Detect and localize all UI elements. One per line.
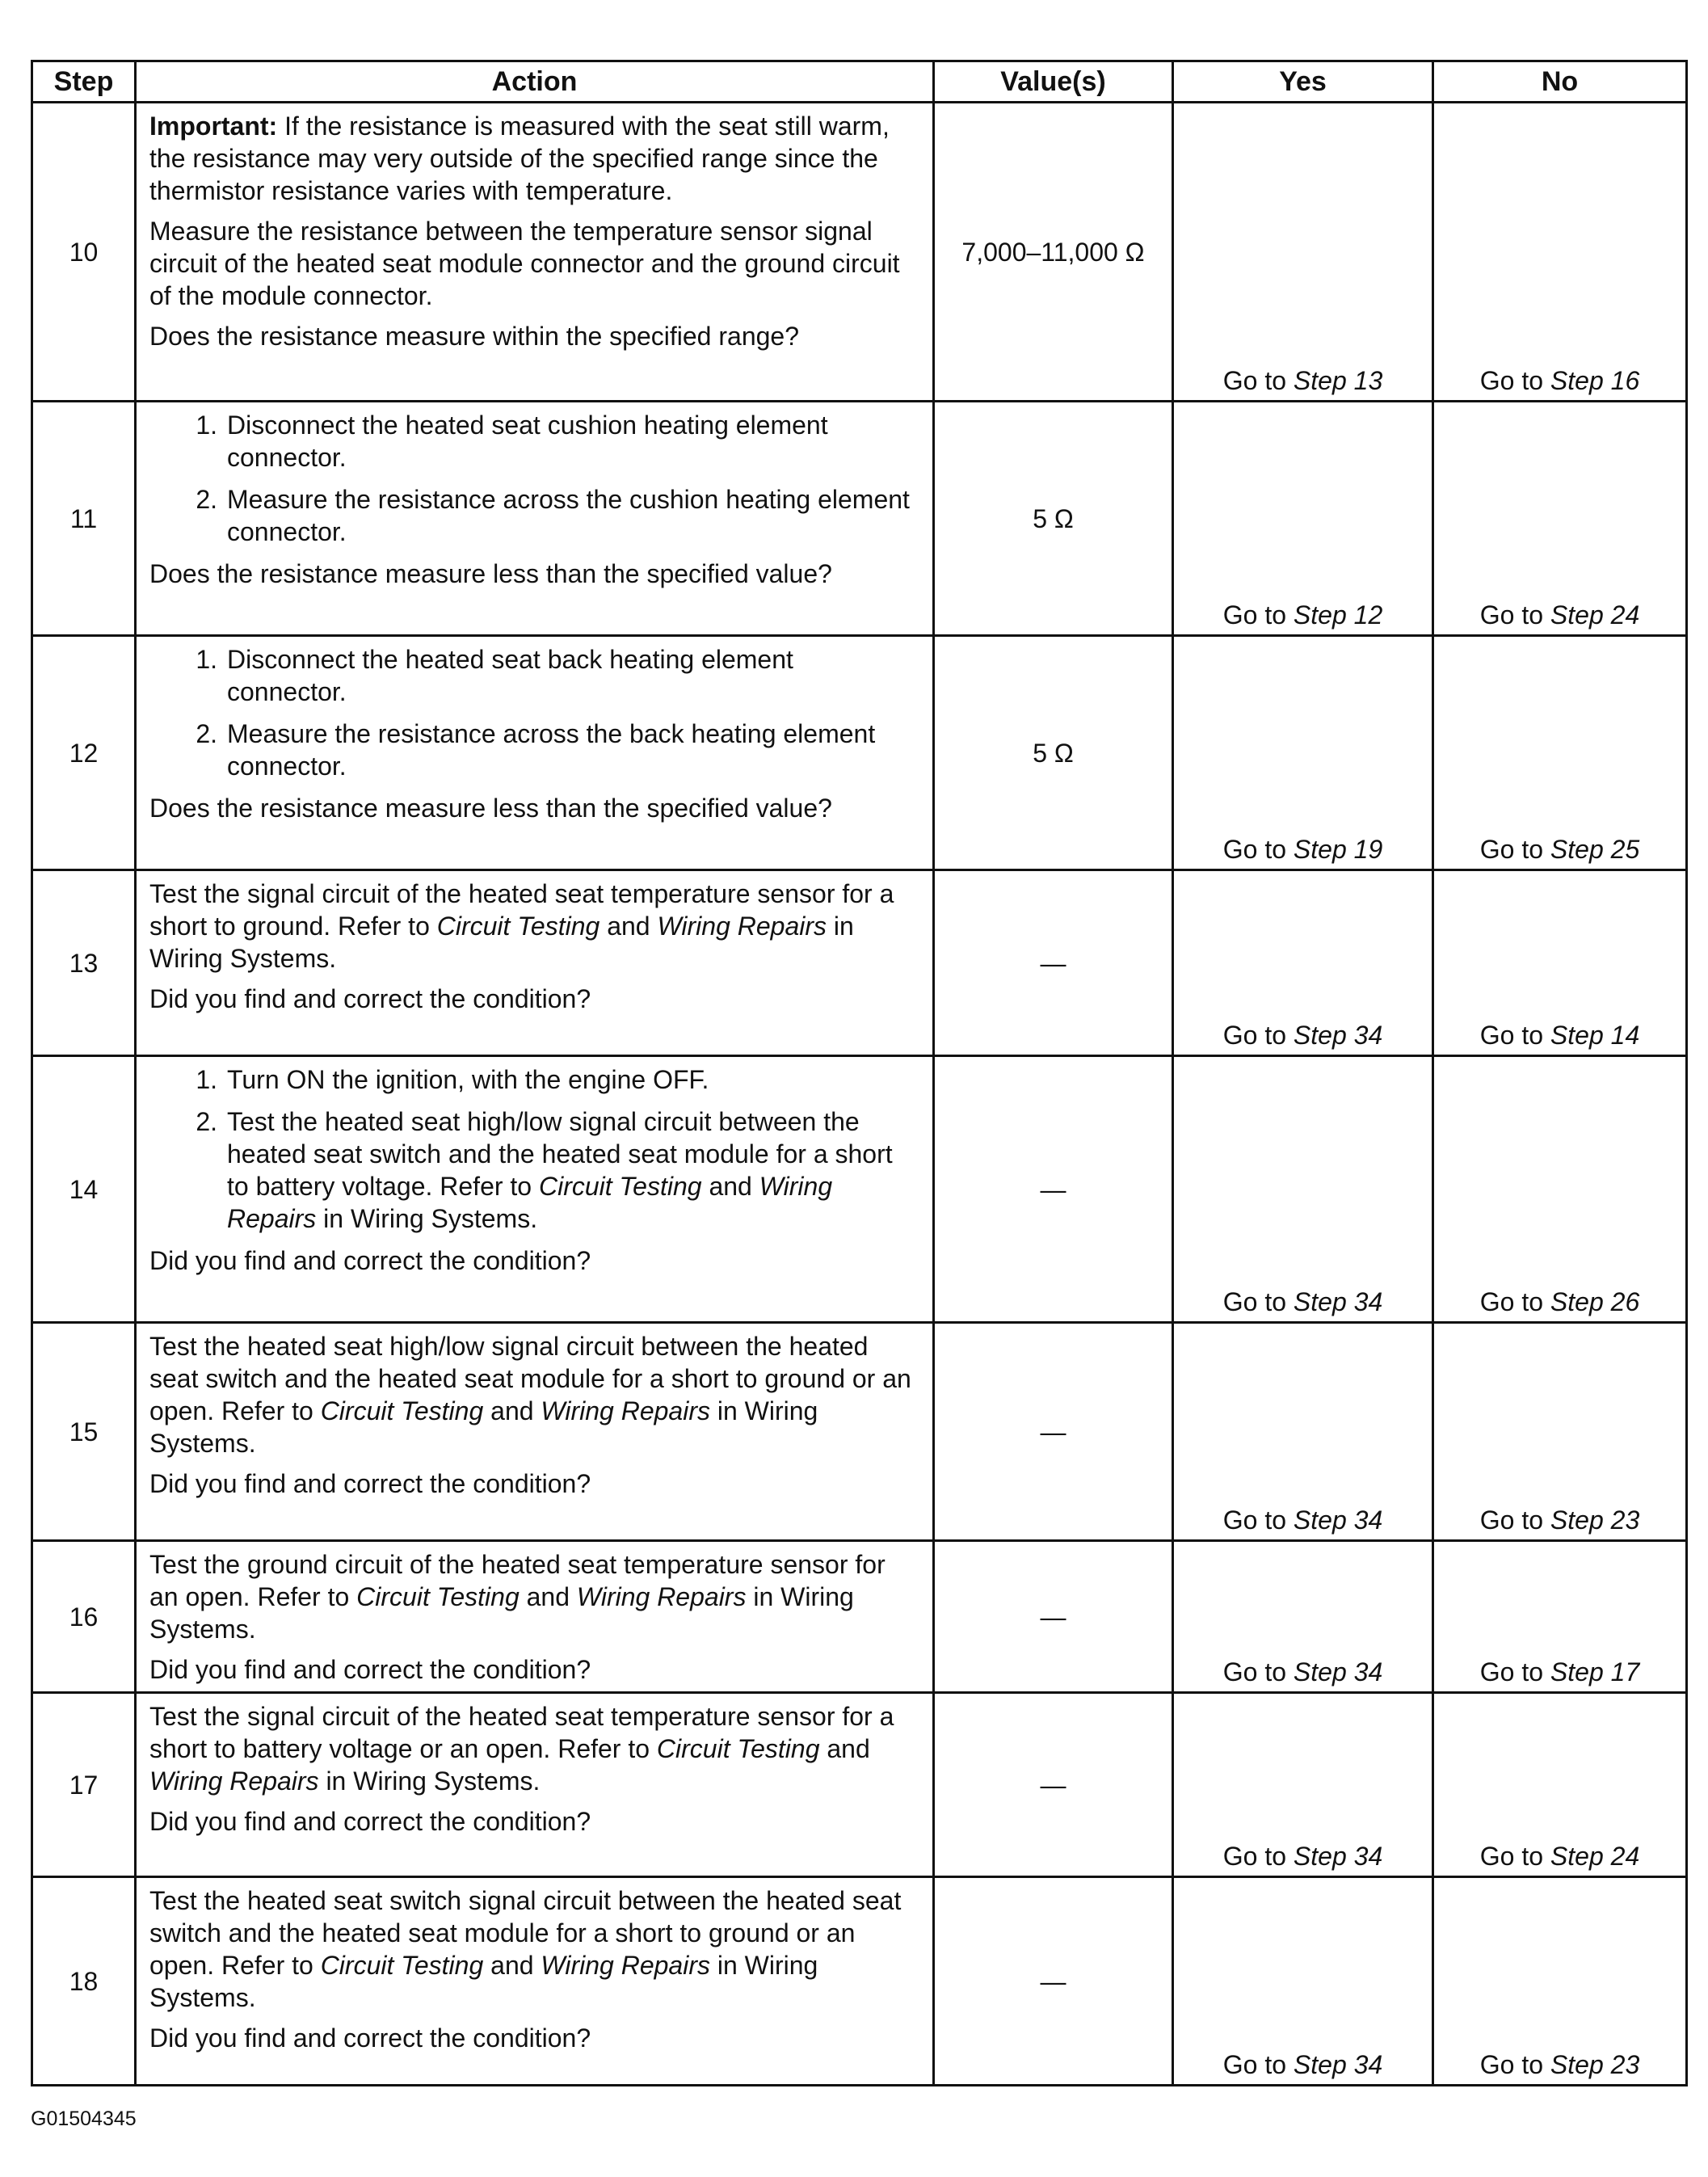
action-paragraph bbox=[149, 1244, 919, 1277]
action-cell bbox=[136, 1541, 934, 1693]
action-text: Measure the resistance between the temperature sensor signal circuit of the heated seat module connector and the ground circuit of the module connector. bbox=[149, 217, 900, 310]
reference-link-text: Wiring Repairs bbox=[541, 1396, 710, 1425]
action-text: and bbox=[599, 912, 658, 941]
item-number: 2. bbox=[196, 1107, 217, 1136]
action-text: Did you find and correct the condition? bbox=[149, 1807, 591, 1836]
action-paragraph bbox=[149, 878, 919, 975]
no-cell bbox=[1433, 402, 1687, 636]
no-cell bbox=[1433, 1541, 1687, 1693]
header-values: Value(s) bbox=[934, 61, 1173, 103]
action-text: in Wiring Systems. bbox=[149, 1582, 854, 1644]
table-row bbox=[32, 103, 1687, 402]
action-text: in Wiring Systems. bbox=[149, 1396, 818, 1458]
action-cell bbox=[136, 1056, 934, 1323]
goto-prefix: Go to bbox=[1479, 1021, 1550, 1050]
step-number: 12 bbox=[32, 636, 136, 870]
action-text: and bbox=[483, 1396, 541, 1425]
value-cell: — bbox=[934, 1541, 1173, 1693]
step-link[interactable]: Step 23 bbox=[1550, 1505, 1640, 1535]
item-text bbox=[227, 483, 919, 548]
action-text: Test the heated seat switch signal circuit between the heated seat switch and the heated seat module for a short to ground or an open. Refer to bbox=[149, 1886, 902, 1980]
action-cell bbox=[136, 870, 934, 1056]
no-cell bbox=[1433, 1693, 1687, 1877]
action-paragraph bbox=[149, 558, 919, 590]
reference-link-text: Circuit Testing bbox=[320, 1951, 484, 1980]
action-cell bbox=[136, 402, 934, 636]
table-row bbox=[32, 1056, 1687, 1323]
table-header-row bbox=[32, 61, 1687, 103]
step-link[interactable]: Step 34 bbox=[1293, 2050, 1383, 2079]
action-text: in Wiring Systems. bbox=[149, 912, 854, 973]
yes-cell bbox=[1173, 103, 1433, 402]
yes-cell bbox=[1173, 1877, 1433, 2086]
step-link[interactable]: Step 24 bbox=[1550, 600, 1640, 630]
action-cell bbox=[136, 1693, 934, 1877]
action-cell bbox=[136, 103, 934, 402]
reference-link-text: Circuit Testing bbox=[656, 1734, 820, 1763]
action-text: Does the resistance measure less than the specified value? bbox=[149, 794, 832, 823]
action-text: Test the signal circuit of the heated seat temperature sensor for a short to ground. Refer to bbox=[149, 879, 894, 941]
reference-link-text: Circuit Testing bbox=[436, 912, 600, 941]
reference-link-text: Circuit Testing bbox=[320, 1396, 484, 1425]
header-step: Step bbox=[32, 61, 136, 103]
goto-prefix: Go to bbox=[1479, 1842, 1550, 1871]
numbered-item bbox=[149, 1063, 919, 1096]
step-number: 13 bbox=[32, 870, 136, 1056]
goto-prefix: Go to bbox=[1479, 600, 1550, 630]
action-text: Did you find and correct the condition? bbox=[149, 1246, 591, 1275]
action-text: and bbox=[519, 1582, 577, 1611]
step-number: 11 bbox=[32, 402, 136, 636]
step-link[interactable]: Step 14 bbox=[1550, 1021, 1640, 1050]
step-link[interactable]: Step 19 bbox=[1293, 835, 1383, 864]
numbered-item bbox=[149, 718, 919, 782]
table-row bbox=[32, 1693, 1687, 1877]
step-link[interactable]: Step 12 bbox=[1293, 600, 1383, 630]
no-cell bbox=[1433, 1877, 1687, 2086]
yes-cell bbox=[1173, 1056, 1433, 1323]
table-row bbox=[32, 636, 1687, 870]
step-link[interactable]: Step 34 bbox=[1293, 1842, 1383, 1871]
action-paragraph bbox=[149, 215, 919, 312]
table-row bbox=[32, 1323, 1687, 1541]
action-text: Test the ground circuit of the heated seat temperature sensor for an open. Refer to bbox=[149, 1550, 886, 1611]
goto-prefix: Go to bbox=[1222, 600, 1294, 630]
reference-link-text: Circuit Testing bbox=[538, 1172, 702, 1201]
step-link[interactable]: Step 34 bbox=[1293, 1021, 1383, 1050]
no-cell bbox=[1433, 103, 1687, 402]
numbered-item bbox=[149, 409, 919, 474]
action-text: Test the heated seat high/low signal circuit between the heated seat switch and the heated seat module for a short to ground or an open. Refer to bbox=[149, 1332, 911, 1425]
goto-prefix: Go to bbox=[1222, 1842, 1294, 1871]
goto-prefix: Go to bbox=[1479, 366, 1550, 395]
goto-prefix: Go to bbox=[1479, 2050, 1550, 2079]
action-text: If the resistance is measured with the seat still warm, the resistance may very outside of the specified range since the thermistor resistance varies with temperature. bbox=[149, 112, 890, 205]
numbered-item bbox=[149, 483, 919, 548]
action-paragraph bbox=[149, 1548, 919, 1645]
action-text: Disconnect the heated seat back heating element connector. bbox=[227, 645, 793, 706]
important-label: Important: bbox=[149, 112, 285, 141]
item-number: 1. bbox=[196, 1065, 217, 1094]
action-text: in Wiring Systems. bbox=[149, 1951, 818, 2012]
action-text: Does the resistance measure within the specified range? bbox=[149, 322, 799, 351]
action-text: Test the heated seat high/low signal circuit between the heated seat switch and the heated seat module for a short to battery voltage. Refer to bbox=[227, 1107, 893, 1201]
step-link[interactable]: Step 34 bbox=[1293, 1505, 1383, 1535]
action-text: Did you find and correct the condition? bbox=[149, 2023, 591, 2053]
goto-prefix: Go to bbox=[1222, 1505, 1294, 1535]
action-cell bbox=[136, 1323, 934, 1541]
goto-prefix: Go to bbox=[1479, 1657, 1550, 1686]
table-row bbox=[32, 1541, 1687, 1693]
step-number: 10 bbox=[32, 103, 136, 402]
no-cell bbox=[1433, 636, 1687, 870]
goto-prefix: Go to bbox=[1479, 1287, 1550, 1316]
no-cell bbox=[1433, 1323, 1687, 1541]
goto-prefix: Go to bbox=[1222, 1657, 1294, 1686]
step-link[interactable]: Step 23 bbox=[1550, 2050, 1640, 2079]
action-paragraph bbox=[149, 110, 919, 207]
action-text: Did you find and correct the condition? bbox=[149, 1655, 591, 1684]
item-text bbox=[227, 409, 919, 474]
action-paragraph bbox=[149, 1884, 919, 2014]
step-number: 18 bbox=[32, 1877, 136, 2086]
action-paragraph bbox=[149, 1653, 919, 1686]
goto-prefix: Go to bbox=[1222, 1287, 1294, 1316]
value-cell: 5 Ω bbox=[934, 636, 1173, 870]
goto-prefix: Go to bbox=[1479, 835, 1550, 864]
document-page bbox=[31, 60, 1685, 2086]
action-text: Measure the resistance across the back heating element connector. bbox=[227, 719, 876, 781]
table-row bbox=[32, 870, 1687, 1056]
item-number: 2. bbox=[196, 485, 217, 514]
action-text: and bbox=[819, 1734, 870, 1763]
yes-cell bbox=[1173, 402, 1433, 636]
action-text: Did you find and correct the condition? bbox=[149, 984, 591, 1013]
action-text: and bbox=[483, 1951, 541, 1980]
action-text: Does the resistance measure less than the specified value? bbox=[149, 559, 832, 588]
value-cell: — bbox=[934, 1877, 1173, 2086]
yes-cell bbox=[1173, 636, 1433, 870]
item-text bbox=[227, 1105, 919, 1235]
step-link[interactable]: Step 34 bbox=[1293, 1287, 1383, 1316]
action-paragraph bbox=[149, 320, 919, 352]
value-cell: — bbox=[934, 870, 1173, 1056]
step-number: 17 bbox=[32, 1693, 136, 1877]
item-text bbox=[227, 718, 919, 782]
step-link[interactable]: Step 26 bbox=[1550, 1287, 1640, 1316]
table-row bbox=[32, 402, 1687, 636]
goto-prefix: Go to bbox=[1222, 2050, 1294, 2079]
reference-link-text: Circuit Testing bbox=[356, 1582, 520, 1611]
action-cell bbox=[136, 1877, 934, 2086]
yes-cell bbox=[1173, 1693, 1433, 1877]
reference-link-text: Wiring Repairs bbox=[149, 1766, 319, 1796]
numbered-item bbox=[149, 1105, 919, 1235]
action-paragraph bbox=[149, 1805, 919, 1838]
goto-prefix: Go to bbox=[1479, 1505, 1550, 1535]
step-number: 14 bbox=[32, 1056, 136, 1323]
action-text: Turn ON the ignition, with the engine OFF. bbox=[227, 1065, 709, 1094]
yes-cell bbox=[1173, 870, 1433, 1056]
value-cell: — bbox=[934, 1693, 1173, 1877]
header-action: Action bbox=[136, 61, 934, 103]
header-no: No bbox=[1433, 61, 1687, 103]
action-text: Measure the resistance across the cushion heating element connector. bbox=[227, 485, 910, 546]
no-cell bbox=[1433, 1056, 1687, 1323]
value-cell: — bbox=[934, 1056, 1173, 1323]
goto-prefix: Go to bbox=[1222, 1021, 1294, 1050]
no-cell bbox=[1433, 870, 1687, 1056]
reference-link-text: Wiring Repairs bbox=[576, 1582, 747, 1611]
action-cell bbox=[136, 636, 934, 870]
action-text: and bbox=[701, 1172, 759, 1201]
goto-prefix: Go to bbox=[1222, 835, 1294, 864]
item-text bbox=[227, 643, 919, 708]
table-row bbox=[32, 1877, 1687, 2086]
action-text: in Wiring Systems. bbox=[316, 1204, 538, 1233]
reference-link-text: Wiring Repairs bbox=[657, 912, 827, 941]
yes-cell bbox=[1173, 1323, 1433, 1541]
action-paragraph bbox=[149, 1700, 919, 1797]
reference-link-text: Wiring Repairs bbox=[227, 1172, 833, 1233]
diagnostic-table bbox=[31, 60, 1688, 2086]
step-number: 16 bbox=[32, 1541, 136, 1693]
action-text: Test the signal circuit of the heated seat temperature sensor for a short to battery voltage or an open. Refer to bbox=[149, 1702, 894, 1763]
step-link[interactable]: Step 16 bbox=[1550, 366, 1640, 395]
item-number: 1. bbox=[196, 645, 217, 674]
step-number: 15 bbox=[32, 1323, 136, 1541]
value-cell: 5 Ω bbox=[934, 402, 1173, 636]
action-paragraph bbox=[149, 1467, 919, 1500]
step-link[interactable]: Step 34 bbox=[1293, 1657, 1383, 1686]
step-link[interactable]: Step 17 bbox=[1550, 1657, 1640, 1686]
action-paragraph bbox=[149, 983, 919, 1015]
header-yes: Yes bbox=[1173, 61, 1433, 103]
yes-cell bbox=[1173, 1541, 1433, 1693]
action-text: Did you find and correct the condition? bbox=[149, 1469, 591, 1498]
value-cell: — bbox=[934, 1323, 1173, 1541]
reference-link-text: Wiring Repairs bbox=[541, 1951, 710, 1980]
item-number: 1. bbox=[196, 411, 217, 440]
figure-code: G01504345 bbox=[31, 2108, 137, 2130]
step-link[interactable]: Step 24 bbox=[1550, 1842, 1640, 1871]
step-link[interactable]: Step 25 bbox=[1550, 835, 1640, 864]
action-text: Disconnect the heated seat cushion heating element connector. bbox=[227, 411, 828, 472]
action-paragraph bbox=[149, 2022, 919, 2054]
item-text bbox=[227, 1063, 919, 1096]
action-text: in Wiring Systems. bbox=[318, 1766, 541, 1796]
action-paragraph bbox=[149, 1330, 919, 1459]
numbered-item bbox=[149, 643, 919, 708]
value-cell: 7,000–11,000 Ω bbox=[934, 103, 1173, 402]
action-paragraph bbox=[149, 792, 919, 824]
goto-prefix: Go to bbox=[1222, 366, 1294, 395]
step-link[interactable]: Step 13 bbox=[1293, 366, 1383, 395]
item-number: 2. bbox=[196, 719, 217, 748]
